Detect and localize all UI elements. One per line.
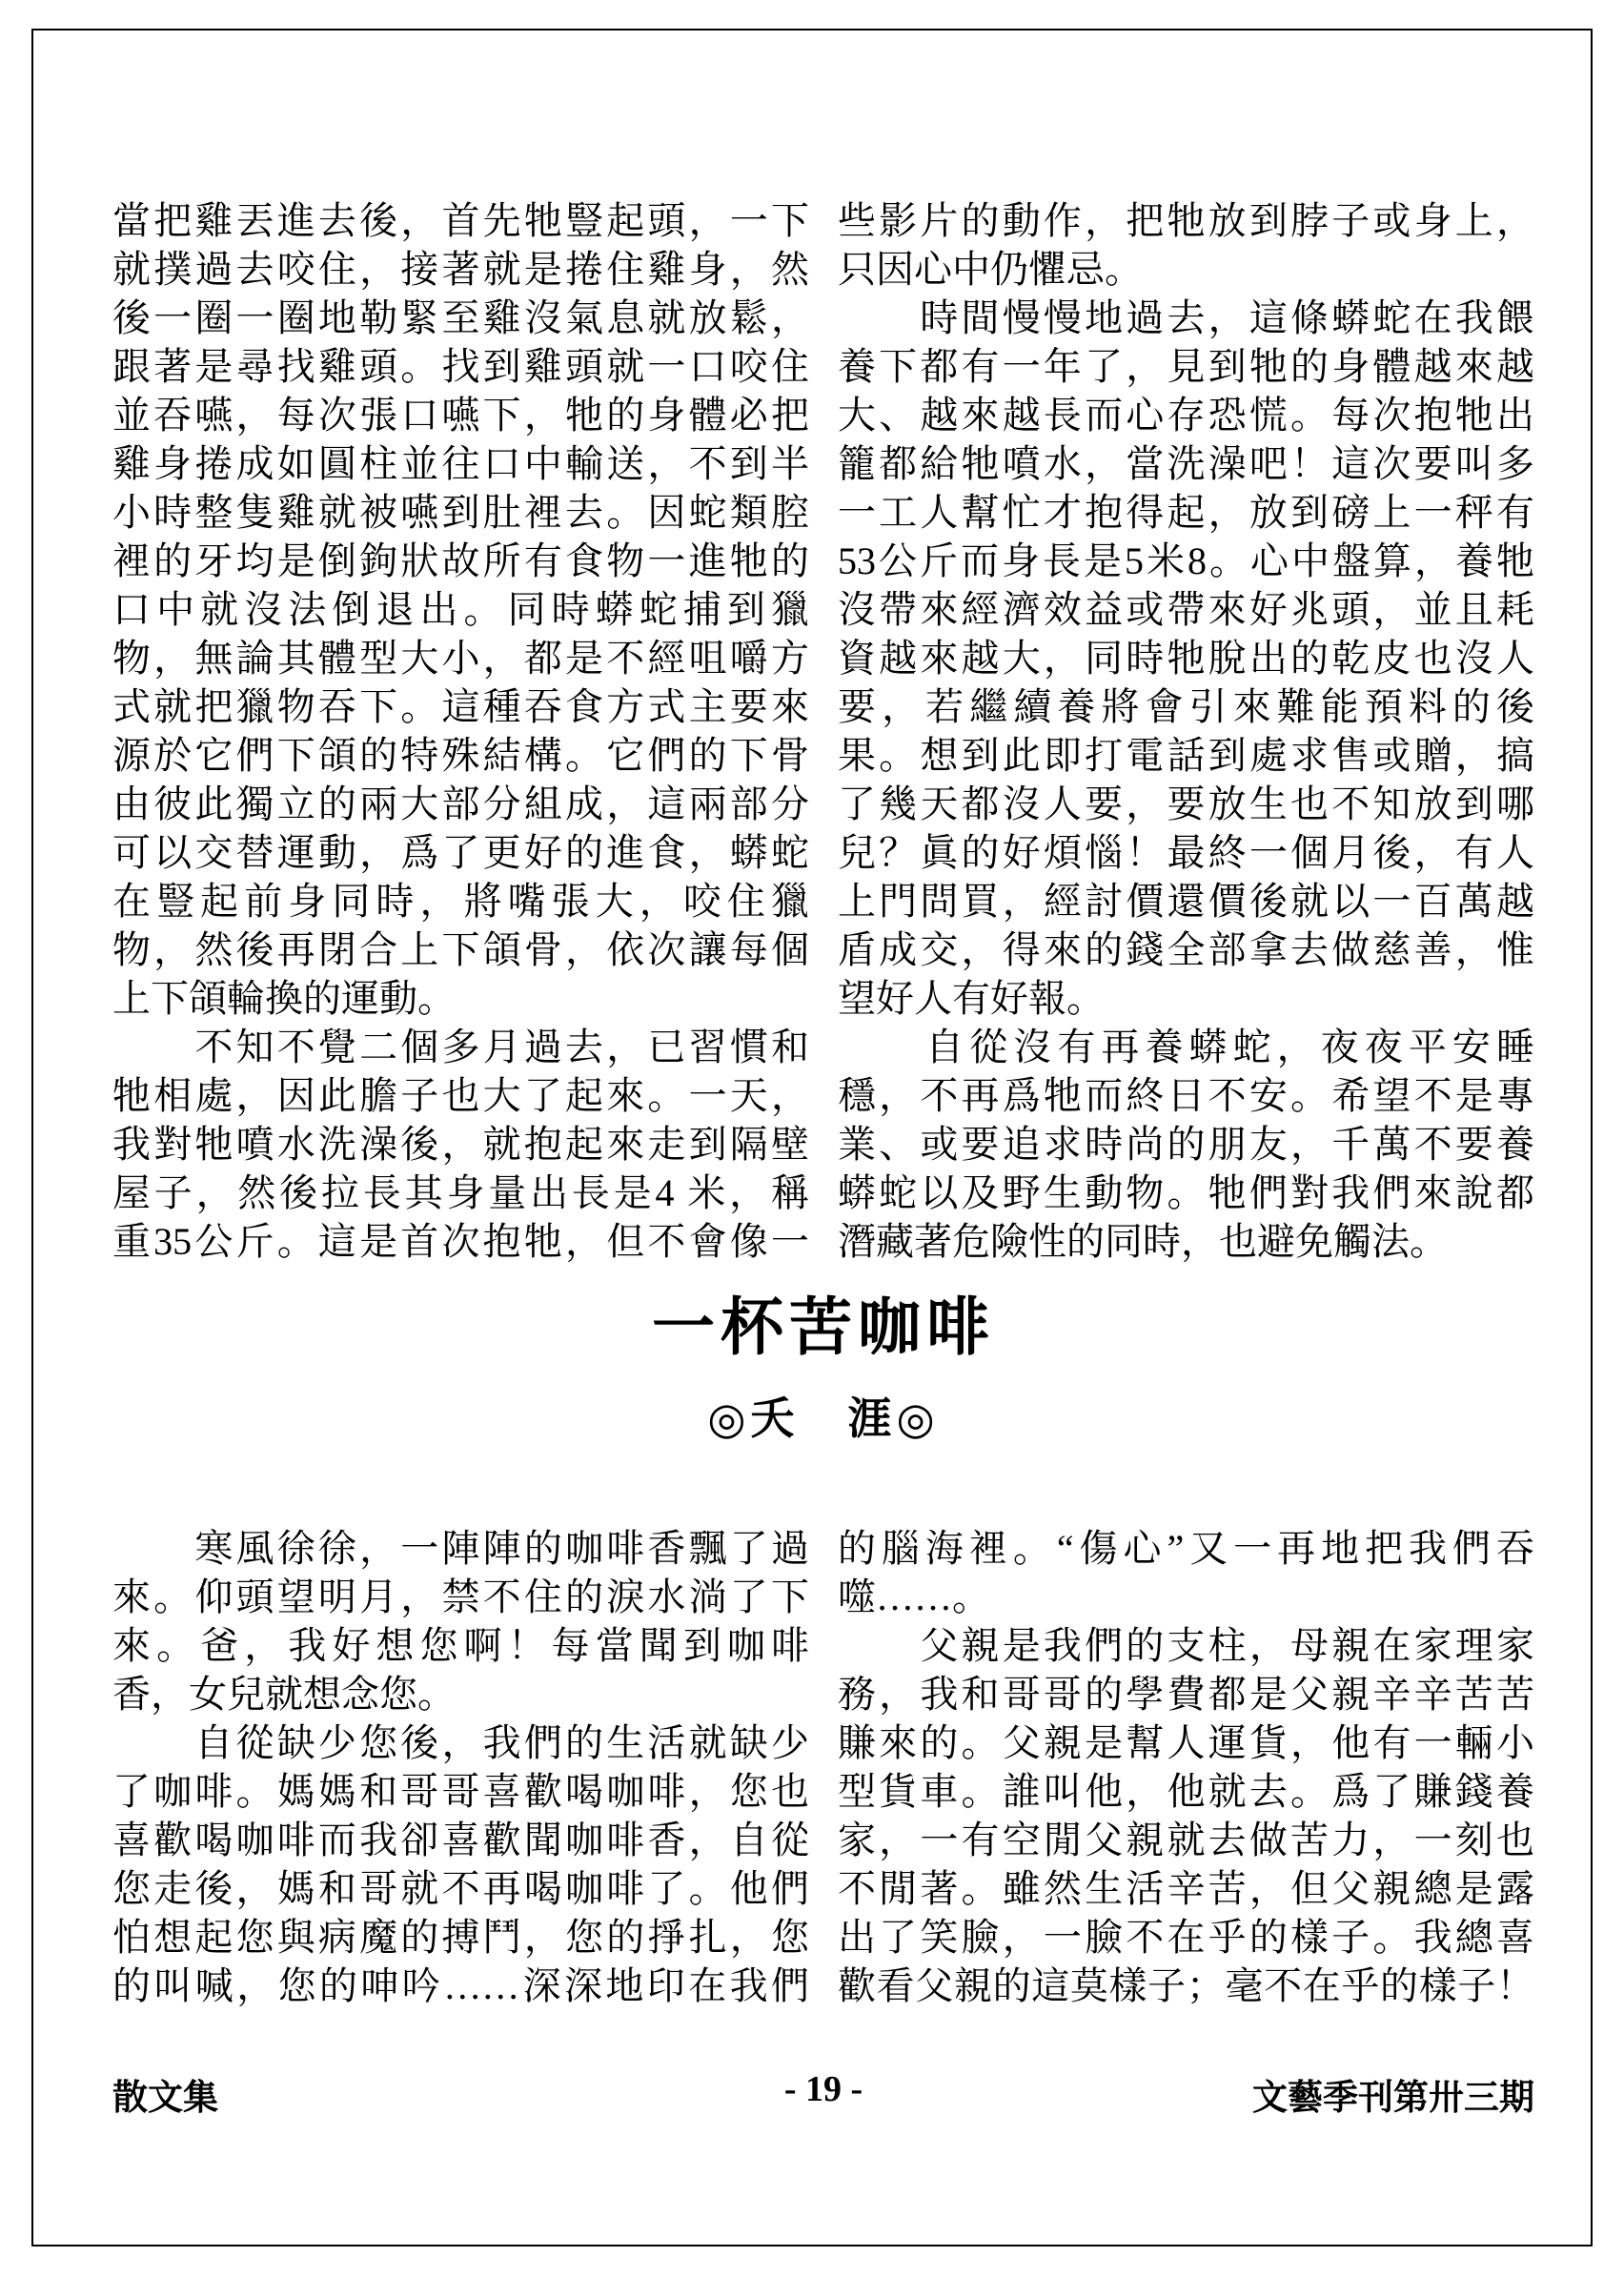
text-line: 可以交替運動，爲了更好的進食，蟒蛇 <box>112 831 809 874</box>
text-line: 父親是我們的支柱，母親在家理家 <box>838 1624 1534 1667</box>
text-line: 怕想起您與病魔的搏鬥，您的掙扎，您 <box>112 1916 809 1959</box>
text-line: 我對牠噴水洗澡後，就抱起來走到隔壁 <box>112 1123 809 1166</box>
text-line: 雞身捲成如圓柱並往口中輸送，不到半 <box>112 442 809 485</box>
text-line: 望好人有好報。 <box>838 977 1105 1020</box>
snake-article-left-column <box>112 196 809 1266</box>
footer-issue-name: 文藝季刊第卅三期 <box>1252 2079 1534 2118</box>
text-line: 並吞嚥，每次張口嚥下，牠的身體必把 <box>112 394 809 437</box>
text-line: 口中就沒法倒退出。同時蟒蛇捕到獵 <box>112 588 809 631</box>
text-line: 只因心中仍懼忌。 <box>838 248 1143 291</box>
text-line: 不知不覺二個多月過去，已習慣和 <box>112 1026 809 1068</box>
text-line: 上門問買，經討價還價後就以一百萬越 <box>838 880 1534 923</box>
text-line: 歡看父親的這莫樣子；毫不在乎的樣子！ <box>838 1964 1534 2007</box>
text-line: 物，然後再閉合上下頜骨，依次讓每個 <box>112 928 809 971</box>
text-line: 籠都給牠噴水，當洗澡吧！這次要叫多 <box>838 442 1534 485</box>
article-author: ◎夭 涯◎ <box>707 1394 940 1443</box>
text-line: 跟著是尋找雞頭。找到雞頭就一口咬住 <box>112 345 809 388</box>
footer-page-number: - 19 - <box>783 2069 863 2109</box>
text-line: 噬……。 <box>838 1576 990 1618</box>
text-line: 穩，不再爲牠而終日不安。希望不是專 <box>838 1074 1534 1117</box>
text-line: 香，女兒就想念您。 <box>112 1673 456 1716</box>
text-line: 果。想到此即打電話到處求售或贈，搞 <box>838 734 1534 777</box>
text-line: 小時整隻雞就被嚥到肚裡去。因蛇類腔 <box>112 491 809 534</box>
text-line: 業、或要追求時尚的朋友，千萬不要養 <box>838 1123 1534 1166</box>
text-line: 出了笑臉，一臉不在乎的樣子。我總喜 <box>838 1916 1534 1959</box>
text-line: 要，若繼續養將會引來難能預料的後 <box>838 685 1534 728</box>
text-line: 養下都有一年了，見到牠的身體越來越 <box>838 345 1534 388</box>
text-line: 來。仰頭望明月，禁不住的淚水淌了下 <box>112 1576 809 1618</box>
text-line: 53公斤而身長是5米8。心中盤算，養牠 <box>838 539 1534 582</box>
text-line: 務，我和哥哥的學費都是父親辛辛苦苦 <box>838 1673 1534 1716</box>
text-line: 了咖啡。媽媽和哥哥喜歡喝咖啡，您也 <box>112 1770 809 1813</box>
text-line: 由彼此獨立的兩大部分組成，這兩部分 <box>112 783 809 825</box>
text-line: 大、越來越長而心存恐慌。每次抱牠出 <box>838 394 1534 437</box>
text-line: 不閒著。雖然生活辛苦，但父親總是露 <box>838 1867 1534 1910</box>
text-line: 屋子，然後拉長其身量出長是4 米，稱 <box>112 1171 809 1214</box>
text-line: 源於它們下頜的特殊結構。它們的下骨 <box>112 734 809 777</box>
snake-article-right-column <box>838 196 1534 1266</box>
text-line: 的腦海裡。“傷心”又一再地把我們吞 <box>838 1527 1534 1570</box>
text-line: 資越來越大，同時牠脫出的乾皮也沒人 <box>838 637 1534 680</box>
text-line: 牠相處，因此膽子也大了起來。一天， <box>112 1074 809 1117</box>
text-line: 後一圈一圈地勒緊至雞沒氣息就放鬆， <box>112 296 809 339</box>
text-line: 物，無論其體型大小，都是不經咀嚼方 <box>112 637 809 680</box>
article-title: 一杯苦咖啡 <box>652 1293 995 1363</box>
text-line: 裡的牙均是倒鉤狀故所有食物一進牠的 <box>112 539 809 582</box>
coffee-article-left-column <box>112 1524 809 2010</box>
text-line: 在豎起前身同時，將嘴張大，咬住獵 <box>112 880 809 923</box>
text-line: 自從沒有再養蟒蛇，夜夜平安睡 <box>838 1026 1534 1068</box>
text-line: 的叫喊，您的呻吟……深深地印在我們 <box>112 1964 809 2007</box>
text-line: 了幾天都沒人要，要放生也不知放到哪 <box>838 783 1534 825</box>
text-line: 型貨車。誰叫他，他就去。爲了賺錢養 <box>838 1770 1534 1813</box>
text-line: 重35公斤。這是首次抱牠，但不會像一 <box>112 1220 809 1263</box>
text-line: 蟒蛇以及野生動物。牠們對我們來說都 <box>838 1171 1534 1214</box>
text-line: 潛藏著危險性的同時，也避免觸法。 <box>838 1220 1448 1263</box>
text-line: 當把雞丟進去後，首先牠豎起頭，一下 <box>112 199 809 242</box>
text-line: 自從缺少您後，我們的生活就缺少 <box>112 1721 809 1764</box>
text-line: 式就把獵物吞下。這種吞食方式主要來 <box>112 685 809 728</box>
text-line: 兒？眞的好煩惱！最終一個月後，有人 <box>838 831 1534 874</box>
text-line: 上下頜輪換的運動。 <box>112 977 456 1020</box>
text-line: 賺來的。父親是幫人運貨，他有一輛小 <box>838 1721 1534 1764</box>
text-line: 您走後，媽和哥就不再喝咖啡了。他們 <box>112 1867 809 1910</box>
footer-collection-name: 散文集 <box>112 2079 218 2118</box>
coffee-article-right-column <box>838 1524 1534 2010</box>
text-line: 盾成交，得來的錢全部拿去做慈善，惟 <box>838 928 1534 971</box>
text-line: 家，一有空閒父親就去做苦力，一刻也 <box>838 1819 1534 1861</box>
text-line: 喜歡喝咖啡而我卻喜歡聞咖啡香，自從 <box>112 1819 809 1861</box>
text-line: 寒風徐徐，一陣陣的咖啡香飄了過 <box>112 1527 809 1570</box>
text-line: 沒帶來經濟效益或帶來好兆頭，並且耗 <box>838 588 1534 631</box>
text-line: 些影片的動作，把牠放到脖子或身上， <box>838 199 1534 242</box>
text-line: 時間慢慢地過去，這條蟒蛇在我餵 <box>838 296 1534 339</box>
text-line: 就撲過去咬住，接著就是捲住雞身，然 <box>112 248 809 291</box>
text-line: 來。爸，我好想您啊！每當聞到咖啡 <box>112 1624 809 1667</box>
text-line: 一工人幫忙才抱得起，放到磅上一秤有 <box>838 491 1534 534</box>
